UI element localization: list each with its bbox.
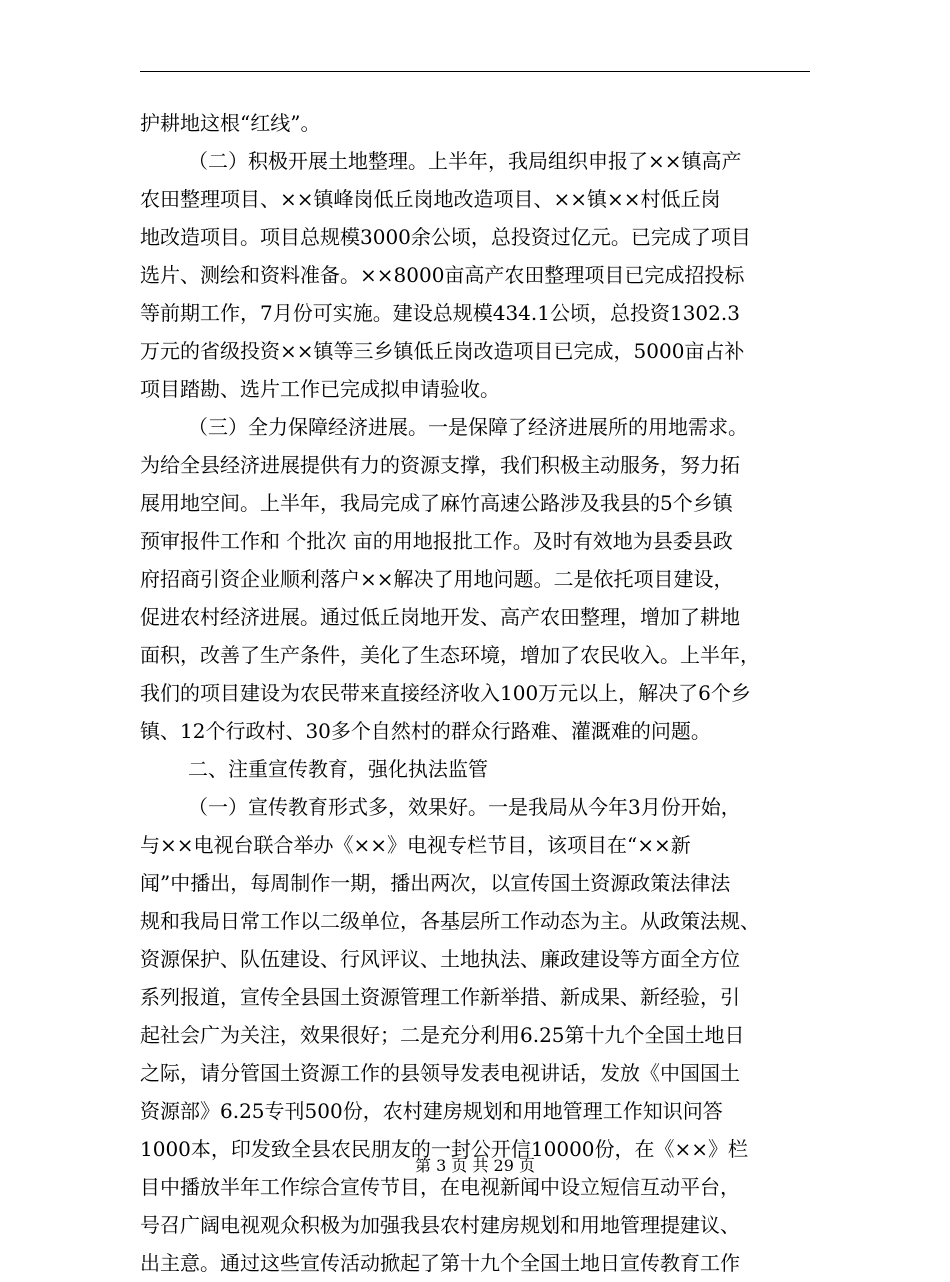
page-footer	[0, 1154, 950, 1178]
text-line: 之际，请分管国土资源工作的县领导发表电视讲话，发放《中国国土	[140, 1061, 740, 1085]
text-line: 资源部》6.25专刊500份，农村建房规划和用地管理工作知识问答	[140, 1099, 723, 1123]
text-line: 护耕地这根“红线”。	[140, 111, 321, 135]
text-line: 展用地空间。上半年，我局完成了麻竹高速公路涉及我县的5个乡镇	[140, 491, 733, 515]
header-rule	[140, 71, 810, 72]
text-line: 镇、12个行政村、30多个自然村的群众行路难、灌溉难的问题。	[140, 719, 711, 743]
text-line: 出主意。通过这些宣传活动掀起了第十九个全国土地日宣传教育工作	[140, 1251, 740, 1275]
text-line: （一）宣传教育形式多，效果好。一是我局从今年3月份开始，	[188, 795, 741, 819]
document-body	[140, 104, 820, 1282]
text-line: 与××电视台联合举办《××》电视专栏节目，该项目在“××新	[140, 833, 691, 857]
text-line: 为给全县经济进展提供有力的资源支撑，我们积极主动服务，努力拓	[140, 453, 740, 477]
text-line: 面积，改善了生产条件，美化了生态环境，增加了农民收入。上半年，	[140, 643, 760, 667]
text-line: 二、注重宣传教育，强化执法监管	[188, 757, 488, 781]
text-line: 1000本，印发致全县农民朋友的一封公开信10000份，在《××》栏	[140, 1137, 749, 1161]
text-line: 号召广阔电视观众积极为加强我县农村建房规划和用地管理提建议、	[140, 1213, 740, 1237]
page-number-label: 第 3 页 共 29 页	[415, 1156, 535, 1175]
text-line: 资源保护、队伍建设、行风评议、土地执法、廉政建设等方面全方位	[140, 947, 740, 971]
text-line: 闻”中播出，每周制作一期，播出两次，以宣传国土资源政策法律法	[140, 871, 731, 895]
text-line: 万元的省级投资××镇等三乡镇低丘岗改造项目已完成，5000亩占补	[140, 339, 745, 363]
text-line: 系列报道，宣传全县国土资源管理工作新举措、新成果、新经验，引	[140, 985, 740, 1009]
text-line: 目中播放半年工作综合宣传节目，在电视新闻中设立短信互动平台，	[140, 1175, 740, 1199]
text-line: 规和我局日常工作以二级单位，各基层所工作动态为主。从政策法规、	[140, 909, 760, 933]
text-line: 起社会广为关注，效果很好；二是充分利用6.25第十九个全国土地日	[140, 1023, 745, 1047]
text-line: 促进农村经济进展。通过低丘岗地开发、高产农田整理，增加了耕地	[140, 605, 740, 629]
text-line: 选片、测绘和资料准备。××8000亩高产农田整理项目已完成招投标	[140, 263, 745, 287]
text-line: （二）积极开展土地整理。上半年，我局组织申报了××镇高产	[188, 149, 742, 173]
text-line: （三）全力保障经济进展。一是保障了经济进展所的用地需求。	[188, 415, 748, 439]
text-line: 府招商引资企业顺利落户××解决了用地问题。二是依托项目建设，	[140, 567, 734, 591]
text-line: 我们的项目建设为农民带来直接经济收入100万元以上，解决了6个乡	[140, 681, 751, 705]
text-line: 预审报件工作和 个批次 亩的用地报批工作。及时有效地为县委县政	[140, 529, 733, 553]
text-line: 农田整理项目、××镇峰岗低丘岗地改造项目、××镇××村低丘岗	[140, 187, 721, 211]
text-line: 地改造项目。项目总规模3000余公顷，总投资过亿元。已完成了项目	[140, 225, 751, 249]
text-line: 项目踏勘、选片工作已完成拟申请验收。	[140, 377, 500, 401]
text-line: 等前期工作，7月份可实施。建设总规模434.1公顷，总投资1302.3	[140, 301, 740, 325]
